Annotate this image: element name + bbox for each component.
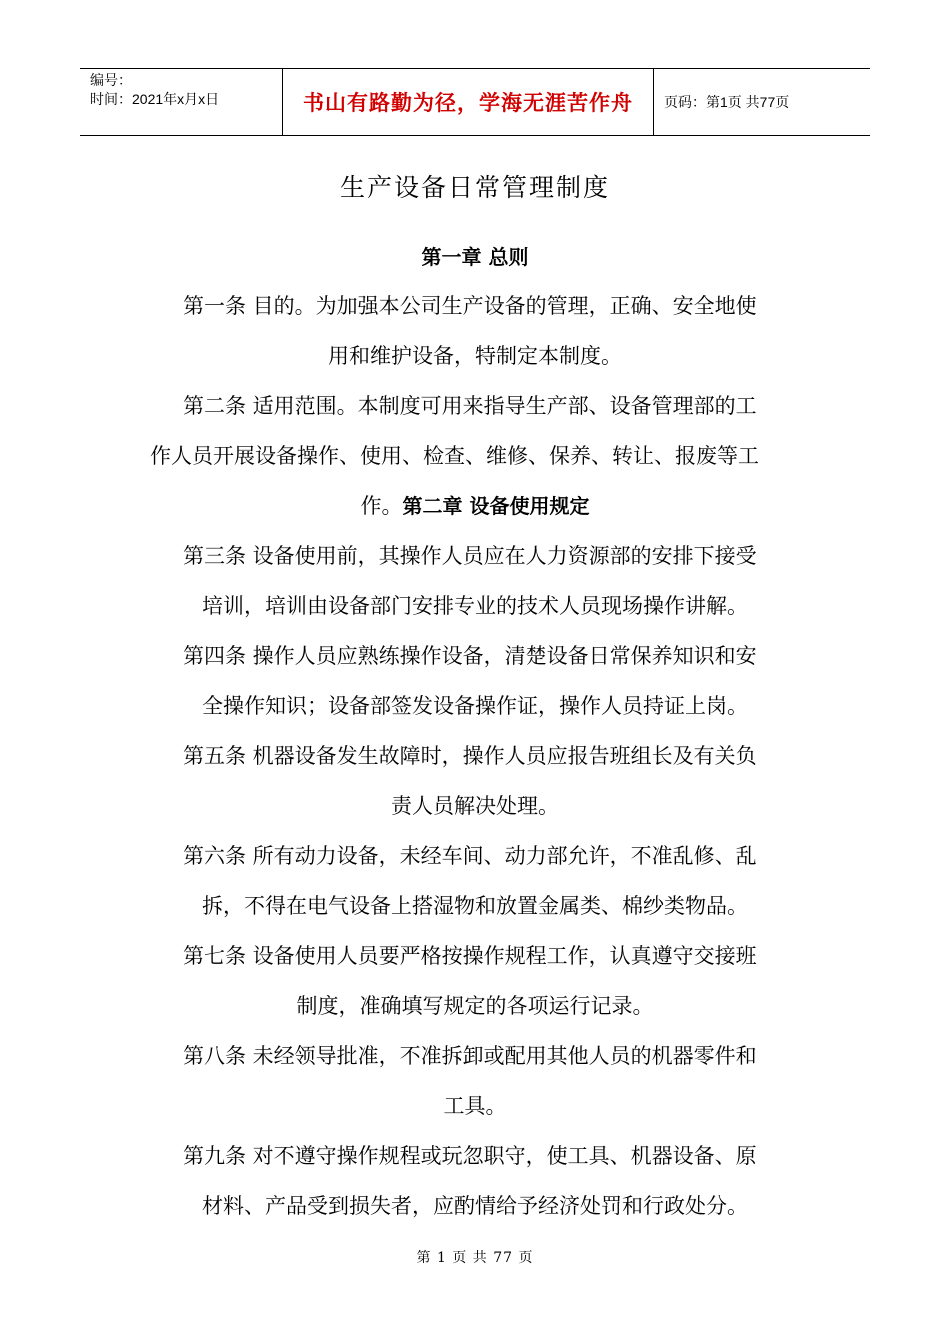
article-line: 第二条 适用范围。本制度可用来指导生产部、设备管理部的工 bbox=[183, 394, 757, 418]
article-line: 第五条 机器设备发生故障时，操作人员应报告班组长及有关负 bbox=[183, 744, 757, 768]
page-header bbox=[80, 68, 870, 136]
article-line: 制度，准确填写规定的各项运行记录。 bbox=[296, 994, 654, 1018]
header-meta bbox=[80, 69, 282, 135]
article-line: 第四条 操作人员应熟练操作设备，清楚设备日常保养知识和安 bbox=[183, 644, 757, 668]
number-label: 编号： bbox=[90, 72, 132, 88]
article-line: 第九条 对不遵守操作规程或玩忽职守，使工具、机器设备、原 bbox=[183, 1144, 757, 1168]
article-line: 第三条 设备使用前，其操作人员应在人力资源部的安排下接受 bbox=[183, 544, 757, 568]
chapter-heading: 第二章 设备使用规定 bbox=[402, 494, 590, 518]
article-line: 作人员开展设备操作、使用、检查、维修、保养、转让、报废等工 bbox=[150, 444, 759, 468]
article-line: 拆，不得在电气设备上搭湿物和放置金属类、棉纱类物品。 bbox=[202, 894, 748, 918]
header-motto bbox=[282, 69, 654, 135]
document-title: 生产设备日常管理制度 bbox=[339, 173, 610, 202]
article-line: 工具。 bbox=[443, 1094, 507, 1118]
article-line-with-chapter bbox=[0, 491, 950, 521]
chapter-heading: 第一章 总则 bbox=[421, 245, 529, 269]
article-line: 培训，培训由设备部门安排专业的技术人员现场操作讲解。 bbox=[202, 594, 748, 618]
page-info-text: 页码：第1页 共77页 bbox=[664, 94, 790, 110]
article-line: 用和维护设备，特制定本制度。 bbox=[328, 344, 622, 368]
motto-text: 书山有路勤为径，学海无涯苦作舟 bbox=[303, 91, 633, 115]
article-line: 第八条 未经领导批准，不准拆卸或配用其他人员的机器零件和 bbox=[183, 1044, 757, 1068]
article-line: 全操作知识；设备部签发设备操作证，操作人员持证上岗。 bbox=[202, 694, 748, 718]
date-label: 时间：2021年x月x日 bbox=[90, 91, 220, 107]
article-line: 材料、产品受到损失者，应酌情给予经济处罚和行政处分。 bbox=[202, 1194, 748, 1218]
header-page-info bbox=[654, 69, 870, 135]
article-line: 责人员解决处理。 bbox=[391, 794, 559, 818]
page-footer: 第 1 页 共 77 页 bbox=[416, 1250, 534, 1266]
article-line: 第一条 目的。为加强本公司生产设备的管理，正确、安全地使 bbox=[183, 294, 757, 318]
article-line-end: 作。 bbox=[360, 494, 403, 518]
article-line: 第七条 设备使用人员要严格按操作规程工作，认真遵守交接班 bbox=[183, 944, 757, 968]
article-line: 第六条 所有动力设备，未经车间、动力部允许，不准乱修、乱 bbox=[183, 844, 757, 868]
